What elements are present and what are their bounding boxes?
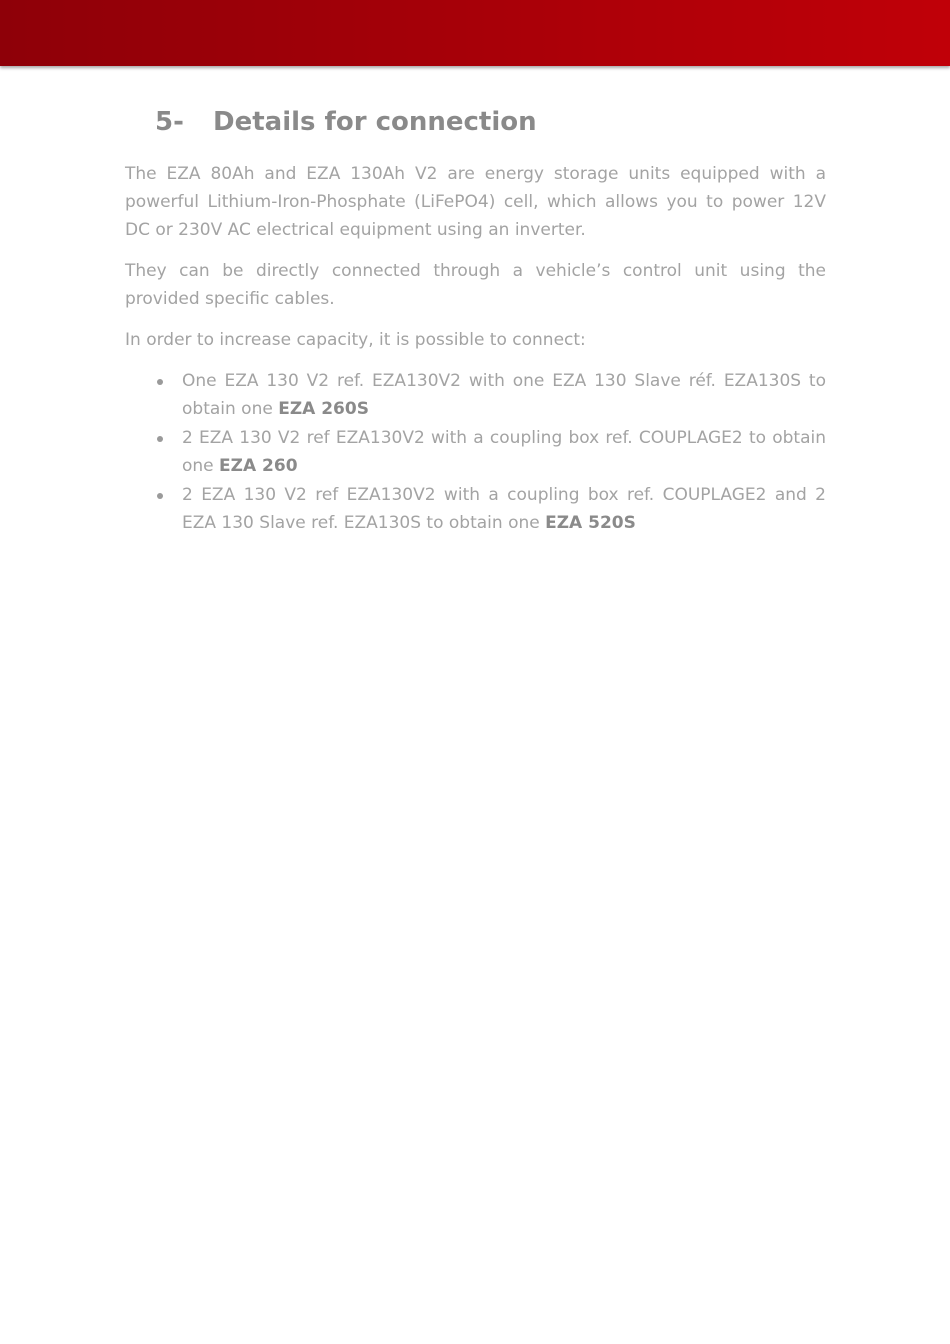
document-body: [125, 160, 826, 538]
list-item: [125, 367, 826, 423]
list-item: [125, 424, 826, 480]
section-title: Details for connection: [213, 107, 537, 137]
option-text: 2 EZA 130 V2 ref EZA130V2 with a coupling box ref. COUPLAGE2 to obtain one: [182, 428, 826, 476]
intro-paragraph: The EZA 80Ah and EZA 130Ah V2 are energy storage units equipped with a powerful Lithium-Iron-Phosphate (LiFePO4) cell, which allows you to power 12V DC or 230V AC electrical equipment using an inverter.: [125, 164, 826, 240]
option-text: 2 EZA 130 V2 ref EZA130V2 with a coupling box ref. COUPLAGE2 and 2 EZA 130 Slave ref. EZA130S to obtain one: [182, 485, 826, 533]
capacity-options-list: [125, 367, 826, 537]
option-result: EZA 260S: [278, 399, 369, 419]
connection-paragraph: They can be directly connected through a vehicle’s control unit using the provided specific cables.: [125, 261, 826, 309]
bullet-icon: [157, 493, 163, 499]
option-result: EZA 520S: [545, 513, 636, 533]
bullet-icon: [157, 436, 163, 442]
option-result: EZA 260: [219, 456, 298, 476]
option-text: One EZA 130 V2 ref. EZA130V2 with one EZA 130 Slave réf. EZA130S to obtain one: [182, 371, 826, 419]
list-item: [125, 481, 826, 537]
section-heading: [155, 104, 537, 140]
section-number: 5-: [155, 107, 184, 137]
header-band: [0, 0, 950, 66]
capacity-paragraph: In order to increase capacity, it is possible to connect:: [125, 330, 586, 350]
bullet-icon: [157, 379, 163, 385]
